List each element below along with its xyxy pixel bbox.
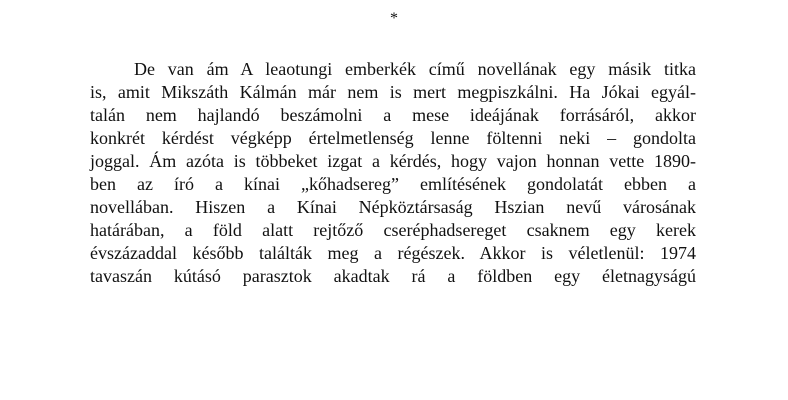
paragraph-line: talán nem hajlandó beszámolni a mese ideájának forrásáról, akkor <box>90 105 696 125</box>
paragraph-line: is, amit Mikszáth Kálmán már nem is mert megpiszkálni. Ha Jókai egyál- <box>90 82 696 102</box>
paragraph-line: joggal. Ám azóta is többeket izgat a kérdés, hogy vajon honnan vette 1890- <box>90 151 696 171</box>
paragraph-line: ben az író a kínai „kőhadsereg” említésének gondolatát ebben a <box>90 174 696 194</box>
body-paragraph <box>90 58 696 288</box>
paragraph-line: évszázaddal később találták meg a régészek. Akkor is véletlenül: 1974 <box>90 243 696 263</box>
paragraph-line: novellában. Hiszen a Kínai Népköztársaság Hszian nevű városának <box>90 197 696 217</box>
paragraph-line: tavaszán kútásó parasztok akadtak rá a földben egy életnagyságú <box>90 266 696 286</box>
paragraph-line: De van ám A leaotungi emberkék című novellának egy másik titka <box>134 59 696 79</box>
section-separator: * <box>390 10 398 27</box>
paragraph-line: konkrét kérdést végképp értelmetlenség lenne föltenni neki – gondolta <box>90 128 696 148</box>
paragraph-line: határában, a föld alatt rejtőző cseréphadsereget csaknem egy kerek <box>90 220 696 240</box>
